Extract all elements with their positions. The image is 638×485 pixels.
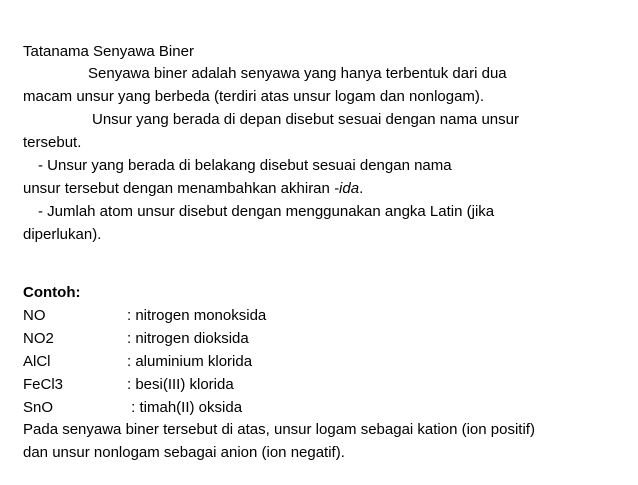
bullet-1-line-2-text: unsur tersebut dengan menambahkan akhiran [23, 180, 335, 197]
paragraph-2-line-1: Unsur yang berada di depan disebut sesuai dengan nama unsur [92, 111, 519, 128]
example-name: : nitrogen dioksida [127, 330, 249, 347]
example-formula: SnO [23, 399, 54, 416]
example-name: : aluminium klorida [127, 353, 253, 370]
example-name: : besi(III) klorida [127, 376, 234, 393]
example-name: : nitrogen monoksida [127, 307, 267, 324]
page-title: Tatanama Senyawa Biner [23, 43, 194, 60]
bullet-1-line-1: - Unsur yang berada di belakang disebut sesuai dengan nama [38, 157, 452, 174]
paragraph-1-line-2: macam unsur yang berbeda (terdiri atas unsur logam dan nonlogam). [23, 88, 485, 105]
example-formula: NO2 [23, 330, 54, 347]
example-row [23, 374, 583, 396]
closing-line-2: dan unsur nonlogam sebagai anion (ion negatif). [23, 444, 345, 461]
example-formula: AlCl [23, 353, 51, 370]
examples-heading: Contoh: [23, 284, 81, 301]
example-row [23, 397, 583, 419]
bullet-2-line-1: - Jumlah atom unsur disebut dengan menggunakan angka Latin (jika [38, 203, 495, 220]
paragraph-2-line-2: tersebut. [23, 134, 82, 151]
bullet-2-line-2: diperlukan). [23, 226, 102, 243]
bullet-1-line-2-end: . [359, 180, 364, 197]
example-row [23, 351, 583, 373]
example-row [23, 305, 583, 327]
bullet-1-line-2 [23, 178, 363, 200]
paragraph-1-line-1: Senyawa biner adalah senyawa yang hanya terbentuk dari dua [88, 65, 507, 82]
example-formula: NO [23, 307, 46, 324]
example-formula: FeCl3 [23, 376, 64, 393]
closing-line-1: Pada senyawa biner tersebut di atas, unsur logam sebagai kation (ion positif) [23, 421, 535, 438]
suffix-ida: -ida [334, 180, 360, 197]
example-name: : timah(II) oksida [127, 399, 243, 416]
example-row [23, 328, 583, 350]
